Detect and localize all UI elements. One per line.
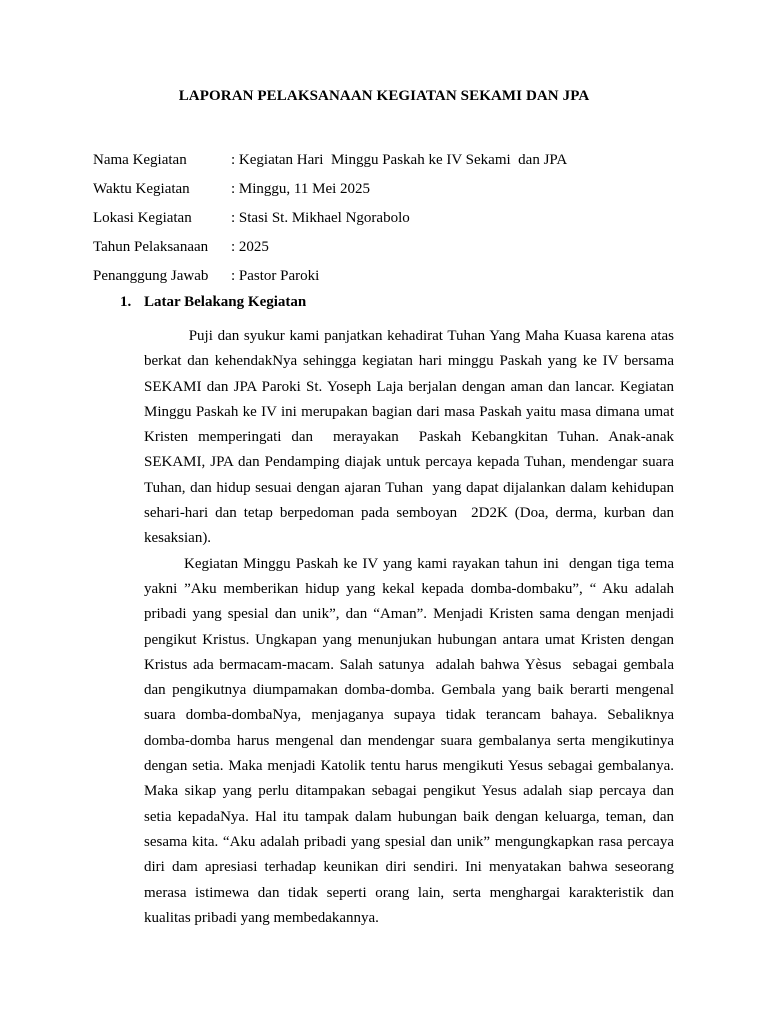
section-heading <box>120 294 306 311</box>
info-row-year <box>93 237 693 266</box>
info-row-name <box>93 150 693 179</box>
info-label: Nama Kegiatan <box>93 152 187 168</box>
info-value: : Stasi St. Mikhael Ngorabolo <box>231 210 410 226</box>
activity-info <box>93 150 693 295</box>
info-value: : Pastor Paroki <box>231 268 320 284</box>
info-label: Waktu Kegiatan <box>93 181 190 197</box>
section-title: Latar Belakang Kegiatan <box>144 294 307 310</box>
info-row-responsible <box>93 266 693 295</box>
document-title: LAPORAN PELAKSANAAN KEGIATAN SEKAMI DAN JPA <box>178 88 590 104</box>
info-label: Tahun Pelaksanaan <box>93 239 209 255</box>
info-value: : Kegiatan Hari Minggu Paskah ke IV Sekami dan JPA <box>231 152 568 168</box>
info-row-location <box>93 208 693 237</box>
info-value: : Minggu, 11 Mei 2025 <box>231 181 371 197</box>
info-value: : 2025 <box>231 239 269 255</box>
section-body <box>144 324 678 931</box>
body-paragraph: Kegiatan Minggu Paskah ke IV yang kami rayakan tahun ini dengan tiga tema yakni ”Aku memberikan hidup yang kekal kepada domba-dombaku”, “ Aku adalah pribadi yang spesial dan unik”, dan “Aman”. Menjadi Kristen sama dengan menjadi pengikut Kristus. Ungkapan yang menunjukan hubungan antara umat Kristen dengan Kristus ada bermacam-macam. Salah satunya adalah bahwa Yèsus sebagai gembala dan pengikutnya diumpamakan domba-domba. Gembala yang baik berarti mengenal suara domba-dombaNya, menjaganya supaya tidak terancam bahaya. Sebaliknya domba-domba harus mengenal dan mendengar suara gembalanya serta mengikutinya dengan setia. Maka menjadi Katolik tentu harus mengikuti Yesus sebagai gembalanya. Maka sikap yang perlu ditampakan sebagai pengikut Yesus adalah siap percaya dan setia kepadaNya. Hal itu tampak dalam hubungan baik dengan keluarga, teman, dan sesama kita. “Aku adalah pribadi yang spesial dan unik” mengungkapkan rasa percaya diri dam apresiasi terhadap keunikan diri sendiri. Ini menyatakan bahwa seseorang merasa istimewa dan tidak seperti orang lain, serta menghargai karakteristik dan kualitas pribadi yang membedakannya. <box>144 555 678 926</box>
info-label: Lokasi Kegiatan <box>93 210 192 226</box>
section-number: 1. <box>120 294 132 310</box>
info-row-time <box>93 179 693 208</box>
body-paragraph: Puji dan syukur kami panjatkan kehadirat Tuhan Yang Maha Kuasa karena atas berkat dan kehendakNya sehingga kegiatan hari minggu Paskah yang ke IV bersama SEKAMI dan JPA Paroki St. Yoseph Laja berjalan dengan aman dan lancar. Kegiatan Minggu Paskah ke IV ini merupakan bagian dari masa Paskah yaitu masa dimana umat Kristen memperingati dan merayakan Paskah Kebangkitan Tuhan. Anak-anak SEKAMI, JPA dan Pendamping diajak untuk percaya kepada Tuhan, mendengar suara Tuhan, dan hidup sesuai dengan ajaran Tuhan yang dapat dijalankan dalam kehidupan sehari-hari dan tetap berpedoman pada semboyan 2D2K (Doa, derma, kurban dan kesaksian). <box>144 328 678 547</box>
info-label: Penanggung Jawab <box>93 268 209 284</box>
